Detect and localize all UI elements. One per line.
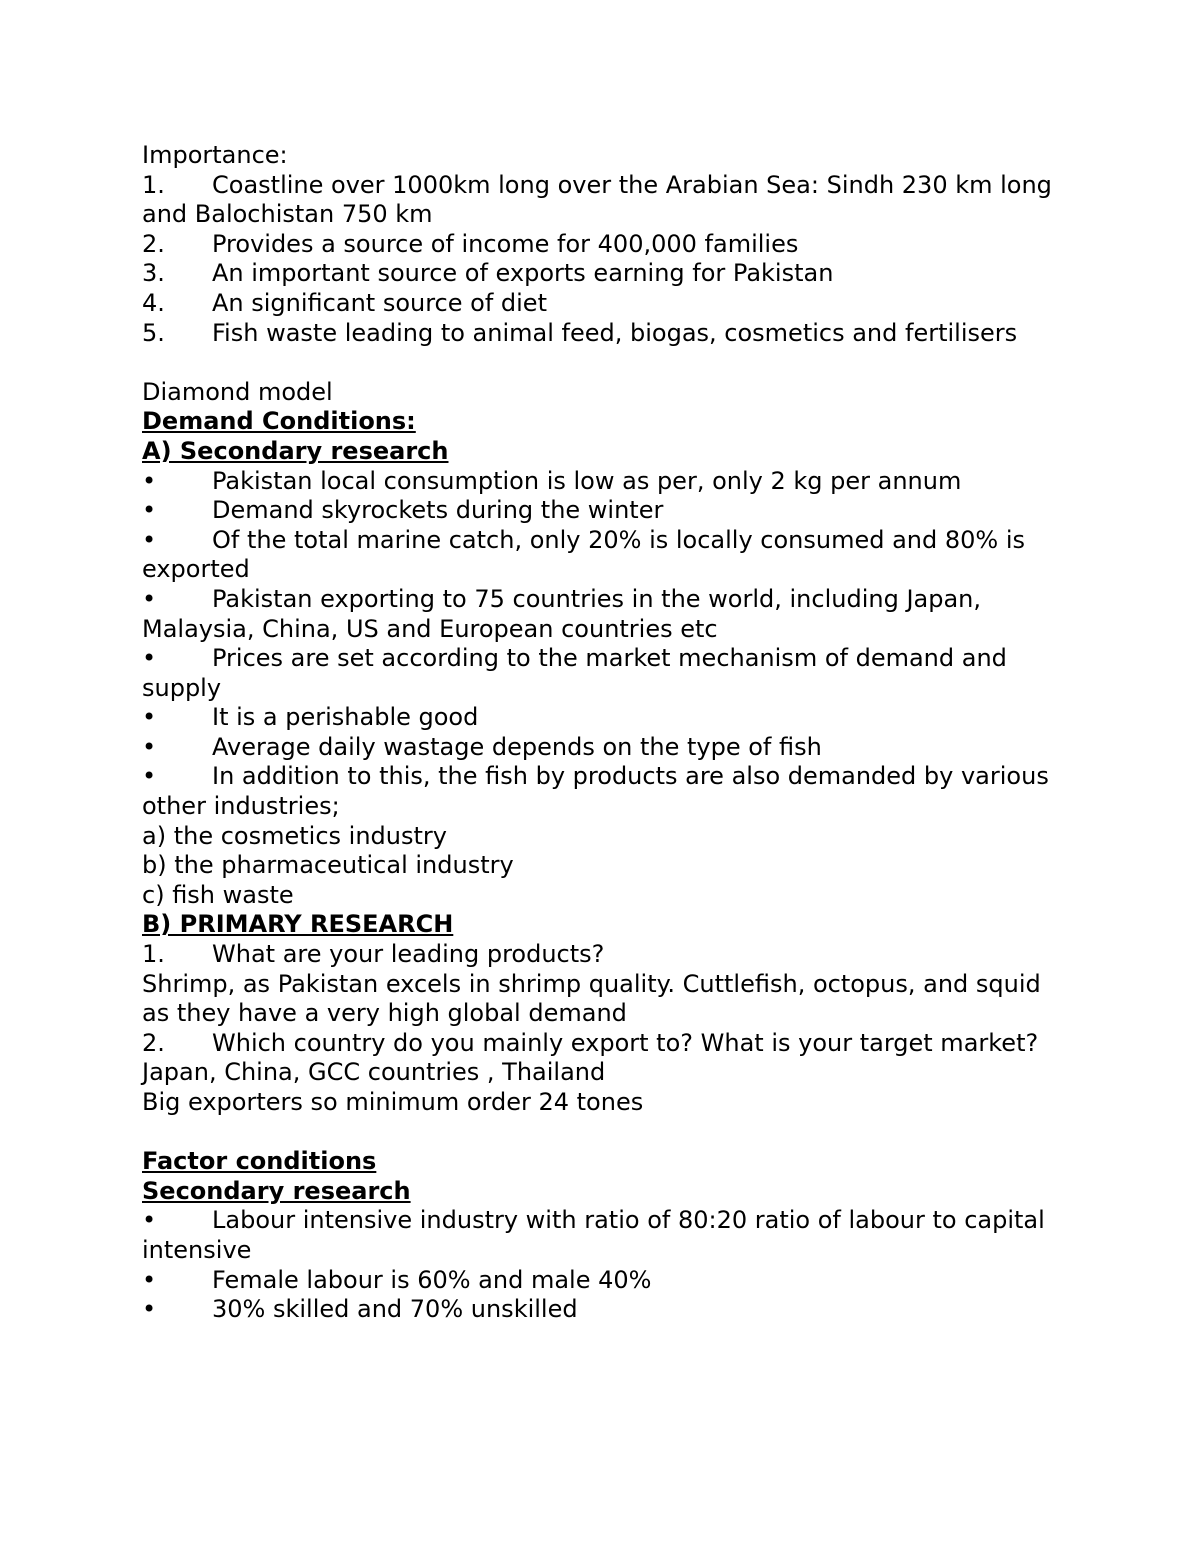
diamond-model-title: Diamond model xyxy=(142,377,333,406)
primary-question-1 xyxy=(142,940,1072,970)
list-marker: 1. xyxy=(142,170,165,199)
list-text: Fish waste leading to animal feed, biogas, cosmetics and fertilisers xyxy=(212,318,1018,347)
primary-answer-1: Shrimp, as Pakistan excels in shrimp quality. Cuttlefish, octopus, and squid as they have a very high global demand xyxy=(142,969,1041,1028)
bullet-marker: • xyxy=(142,496,157,525)
bullet-marker: • xyxy=(142,1265,157,1294)
bullet-text: Labour intensive industry with ratio of 80:20 ratio of labour to capital intensive xyxy=(142,1206,1045,1264)
list-marker: 2. xyxy=(142,229,165,258)
spacer xyxy=(142,1118,1072,1148)
bullet-marker: • xyxy=(142,762,157,791)
list-text: An significant source of diet xyxy=(212,288,547,317)
bullet-text: Pakistan local consumption is low as per, only 2 kg per annum xyxy=(212,466,962,495)
bullet-marker: • xyxy=(142,584,157,613)
list-marker: 2. xyxy=(142,1028,165,1057)
secondary-bullet-6 xyxy=(142,703,1072,733)
importance-item-2 xyxy=(142,230,1072,260)
demand-conditions-heading: Demand Conditions: xyxy=(142,407,416,436)
bullet-marker: • xyxy=(142,1206,157,1235)
importance-item-4 xyxy=(142,289,1072,319)
secondary-bullet-7 xyxy=(142,733,1072,763)
primary-research-heading: B) PRIMARY RESEARCH xyxy=(142,910,454,939)
bullet-text: It is a perishable good xyxy=(212,703,479,732)
bullet-marker: • xyxy=(142,703,157,732)
bullet-text: In addition to this, the fish by products are also demanded by various other industries; xyxy=(142,762,1049,821)
bullet-marker: • xyxy=(142,525,157,554)
importance-heading: Importance: xyxy=(142,141,288,169)
industry-item-c: c) fish waste xyxy=(142,880,294,909)
factor-bullet-1 xyxy=(142,1206,1072,1265)
secondary-bullet-1 xyxy=(142,467,1072,497)
bullet-text: Average daily wastage depends on the type of fish xyxy=(212,732,822,761)
secondary-bullet-5 xyxy=(142,644,1072,703)
industry-item-b: b) the pharmaceutical industry xyxy=(142,851,514,880)
factor-conditions-heading: Factor conditions xyxy=(142,1147,377,1176)
list-marker: 1. xyxy=(142,940,165,969)
industry-item-a: a) the cosmetics industry xyxy=(142,821,447,850)
list-marker: 3. xyxy=(142,259,165,288)
primary-answer-2-line-1: Japan, China, GCC countries , Thailand xyxy=(142,1058,606,1087)
importance-item-3 xyxy=(142,259,1072,289)
spacer xyxy=(142,348,1072,378)
secondary-bullet-2 xyxy=(142,496,1072,526)
bullet-text: Female labour is 60% and male 40% xyxy=(212,1265,652,1294)
bullet-marker: • xyxy=(142,644,157,673)
primary-question-2 xyxy=(142,1029,1072,1059)
list-marker: 5. xyxy=(142,318,165,347)
bullet-marker: • xyxy=(142,1295,157,1324)
list-text: An important source of exports earning for Pakistan xyxy=(212,259,834,288)
list-marker: 4. xyxy=(142,288,165,317)
bullet-text: Pakistan exporting to 75 countries in the world, including Japan, Malaysia, China, US and European countries etc xyxy=(142,584,982,643)
factor-secondary-heading: Secondary research xyxy=(142,1176,411,1205)
list-text: Provides a source of income for 400,000 families xyxy=(212,229,799,258)
bullet-marker: • xyxy=(142,732,157,761)
bullet-text: Demand skyrockets during the winter xyxy=(212,496,664,525)
importance-item-5 xyxy=(142,319,1072,349)
secondary-bullet-4 xyxy=(142,585,1072,644)
factor-bullet-2 xyxy=(142,1266,1072,1296)
secondary-research-heading: A) Secondary research xyxy=(142,436,449,465)
factor-bullet-3 xyxy=(142,1295,1072,1325)
importance-item-1 xyxy=(142,171,1072,230)
secondary-bullet-8 xyxy=(142,762,1072,821)
bullet-text: Prices are set according to the market mechanism of demand and supply xyxy=(142,644,1007,702)
document-page xyxy=(142,141,1072,1325)
question-text: What are your leading products? xyxy=(212,940,605,969)
list-text: Coastline over 1000km long over the Arabian Sea: Sindh 230 km long and Balochistan 750 km xyxy=(142,170,1052,229)
bullet-text: Of the total marine catch, only 20% is locally consumed and 80% is exported xyxy=(142,525,1026,584)
secondary-bullet-3 xyxy=(142,526,1072,585)
primary-answer-2-line-2: Big exporters so minimum order 24 tones xyxy=(142,1088,644,1116)
question-text: Which country do you mainly export to? What is your target market? xyxy=(212,1028,1039,1057)
bullet-marker: • xyxy=(142,466,157,495)
bullet-text: 30% skilled and 70% unskilled xyxy=(212,1295,578,1324)
